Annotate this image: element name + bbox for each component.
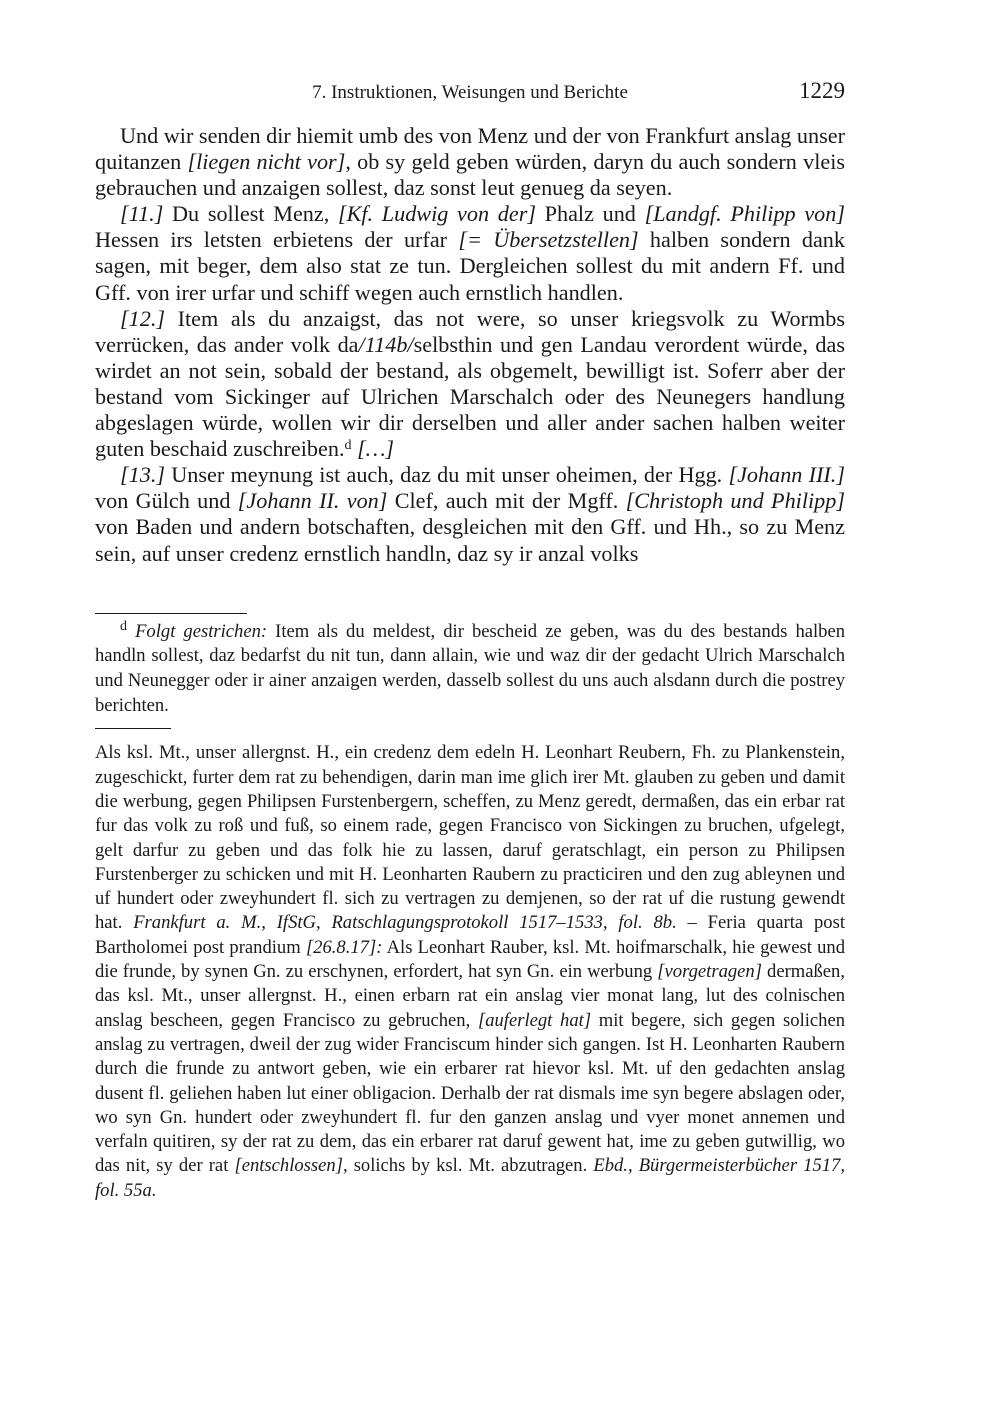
text-span: von Baden und andern botschaften, desgleichen mit den Gff. und Hh., so zu Menz sein, auf unser credenz ernstlich handln, daz sy ir anzal volks [95,514,845,566]
source-citation: Ebd., Bürgermeisterbücher 1517, fol. 55a. [95,1155,845,1201]
footnote-label: Folgt gestrichen: [135,620,268,642]
editorial-note: [Johann II. von] [237,488,388,514]
main-text [95,123,845,567]
paragraph-12 [95,306,845,463]
text-span: selbsthin und gen Landau verordent würde, das wirdet an not sein, sobald der bestand, als obgemelt, bewilligt ist. Soferr aber der bestand vom Sickinger auf Ulrichen Marschalch oder des Neunegers handlung abgeslagen würde, wollen wir dir derselben und aller ander sachen halben weiter guten beschaid zuschreiben. [95,331,845,462]
footnote-divider [95,613,247,614]
text-span: Phalz und [535,201,645,227]
paragraph-11 [95,201,845,305]
text-span: Als Leonhart Rauber, ksl. Mt. hoifmarschalk, hie gewest und die frunde, by synen Gn. zu erschynen, erfordert, hat syn Gn. ein werbung [95,936,846,983]
folio-marker: /114b/ [358,331,414,357]
document-page [95,78,845,1203]
running-title: 7. Instruktionen, Weisungen und Berichte [312,82,628,103]
text-span: dermaßen, das ksl. Mt., unser allergnst. H., einen erbarn rat ein anslag vier monat lang, lut des colnischen anslag bescheen, gegen Francisco zu gebruchen, [95,961,845,1031]
text-span: halben sondern dank sagen, mit beger, dem also stat ze tun. Dergleichen sollest du mit andern Ff. und Gff. von irer urfar und schiff wegen auch ernstlich handlen. [95,227,845,305]
footnote-d [95,620,845,719]
text-span: , ob sy geld geben würden, daryn du auch sondern vleis gebrauchen und anzaigen sollest, daz sonst leut genueg da seyen. [95,149,846,201]
text-span: Und wir senden dir hiemit umb des von Menz und der von Frankfurt anslag unser quitanzen [95,123,845,175]
editorial-note: [Christoph und Philipp] [625,488,845,514]
editorial-note: [auferlegt hat] [477,1009,592,1031]
paragraph-13 [95,462,845,566]
text-span: mit begere, sich gegen solichen anslag zu vertragen, dweil der zug wider Franciscum hinder sich gangen. Ist H. Leonharten Raubern durch die frunde zu antwort geben, wie ein erbarer rat hievor ksl. Mt. uf den gedachten anslag dusent fl. geliehen haben lut einer obligacion. Derhalb der rat dismals ime syn begere abslagen oder, wo syn Gn. hundert oder zweyhundert fl. fur den ganzen anslag und vyer monet annemen und verfaln quitiren, sy der rat zu dem, das ein erbarer rat daruf gewent hat, ime zu geben gutwillig, wo das nit, sy der rat [95,1009,845,1177]
page-number: 1229 [799,78,845,103]
section-number: [11.] [120,201,164,227]
editorial-note: [= Übersetzstellen] [458,227,639,253]
text-span: Hessen irs letsten erbietens der urfar [95,227,459,253]
footnote-marker: d [120,618,127,634]
text-span: Clef, auch mit der Mgff. [387,488,626,514]
commentary-paragraph [95,741,845,1203]
editorial-note: [Johann III.] [728,462,845,488]
editorial-note: [liegen nicht vor] [187,149,346,175]
text-span: Als ksl. Mt., unser allergnst. H., ein credenz dem edeln H. Leonhart Reubern, Fh. zu Plankenstein, zugeschickt, furter dem rat zu behendigen, darin man ime glich irer Mt. glauben zu geben und damit die werbung, gegen Philipsen Furstenbergern, scheffen, zu Menz geredt, dermaßen, das ein erbar rat fur das volk zu roß und fuß, so einem rade, gegen Francisco von Sickingen zu bruchen, ufgelegt, gelt darfur zu geben und das folk hie zu lassen, daruf geratschlagt, ein person zu Philipsen Furstenberger zu schicken und mit H. Leonharten Raubern zu practiciren und den zug ableynen und uf hundert oder zweyhundert fl. sich zu vertragen zu demjenen, so der rat uf die rustung gewendt hat. [95,742,845,934]
running-header [95,78,845,108]
commentary-divider [95,728,171,729]
source-citation: Frankfurt a. M., IfStG, Ratschlagungsprotokoll 1517–1533, fol. 8b. [133,912,677,934]
text-span: Du sollest Menz, [163,201,338,227]
section-number: [12.] [120,305,166,331]
omission-marker: […] [351,436,395,462]
text-span: von Gülch und [95,488,238,514]
text-span: – Feria quarta post Bartholomei post prandium [95,912,845,958]
editorial-note: [Landgf. Philipp von] [644,201,845,227]
text-span: Unser meynung ist auch, daz du mit unser oheimen, der Hgg. [165,462,729,488]
editorial-note: [26.8.17]: [305,936,383,958]
paragraph-1 [95,123,845,201]
footnote-reference[interactable]: d [344,438,352,454]
section-number: [13.] [120,462,166,488]
footnote-text: Item als du meldest, dir bescheid ze geben, was du des bestands halben handln sollest, daz bedarfst du nit tun, dann allain, wie und waz dir der gedacht Ulrich Marschalch und Neunegger oder ir ainer anzaigen werden, dasselb sollest du uns auch alsdann durch die postrey berichten. [95,620,845,716]
editorial-note: [Kf. Ludwig von der] [337,201,536,227]
text-span: Item als du anzaigst, das not were, so unser kriegsvolk zu Wormbs verrücken, das ander volk da [95,305,845,357]
commentary-note [95,741,845,1203]
text-span: , solichs by ksl. Mt. abzutragen. [342,1155,594,1177]
editorial-note: [entschlossen] [234,1155,343,1177]
editorial-note: [vorgetragen] [657,961,762,983]
